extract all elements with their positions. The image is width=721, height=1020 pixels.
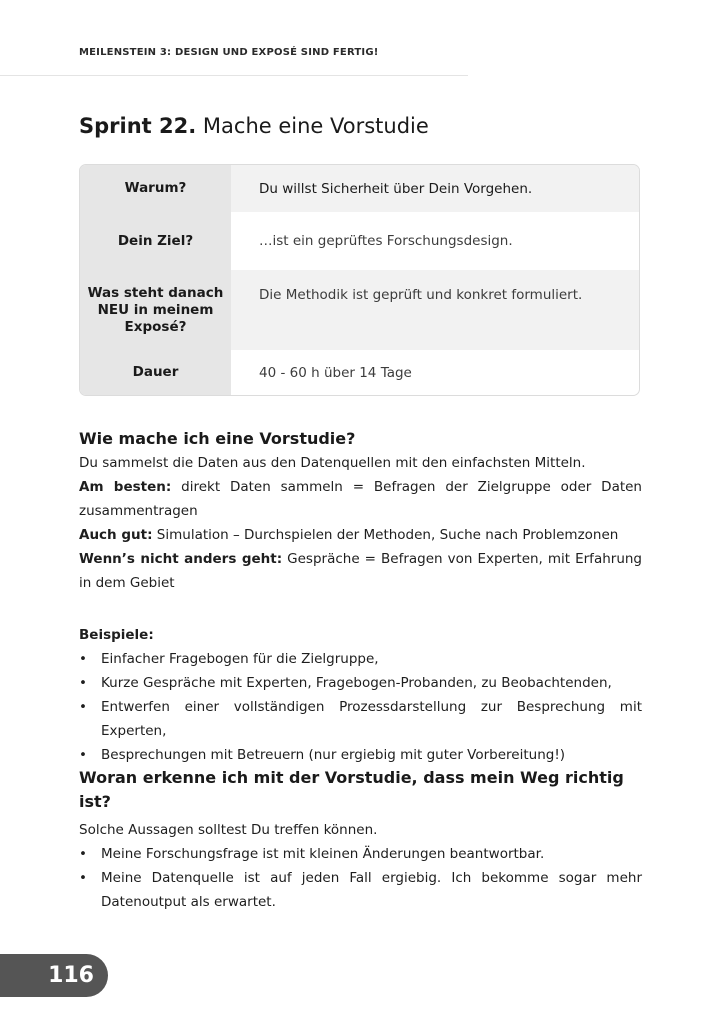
- table-value: Du willst Sicherheit über Dein Vorgehen.: [231, 165, 639, 212]
- table-key: Dauer: [80, 350, 231, 395]
- table-row-ziel: [80, 212, 639, 270]
- method-item: [79, 547, 642, 595]
- sprint-title: [79, 114, 429, 138]
- method-text: direkt Daten sammeln = Befragen der Zielgruppe oder Daten zusammentragen: [79, 479, 642, 519]
- table-value: Die Methodik ist geprüft und konkret formuliert.: [231, 270, 639, 350]
- method-text: Simulation – Durchspielen der Methoden, Suche nach Problemzonen: [152, 527, 619, 543]
- list-item: • Besprechungen mit Betreuern (nur ergiebig mit guter Vorbereitung!): [79, 743, 642, 767]
- examples-block: [79, 623, 642, 767]
- section-heading: Wie mache ich eine Vorstudie?: [79, 429, 356, 448]
- method-label: Wenn’s nicht anders geht:: [79, 551, 283, 567]
- section-check-body: [79, 818, 642, 914]
- method-item: [79, 523, 642, 547]
- section-intro: Du sammelst die Daten aus den Datenquellen mit den einfachsten Mitteln.: [79, 455, 586, 471]
- method-label: Auch gut:: [79, 527, 153, 543]
- examples-label: Beispiele:: [79, 627, 154, 643]
- table-key: Was steht danach NEU in meinem Exposé?: [80, 270, 231, 350]
- section-intro: Solche Aussagen solltest Du treffen können.: [79, 822, 378, 838]
- method-text: Gespräche = Befragen von Experten, mit Erfahrung in dem Gebiet: [79, 551, 643, 591]
- header-divider: [0, 75, 468, 76]
- list-item: • Meine Datenquelle ist auf jeden Fall ergiebig. Ich bekomme sogar mehr Datenoutput als erwartet.: [79, 866, 642, 914]
- table-key: Warum?: [80, 165, 231, 212]
- section-check: [79, 766, 642, 814]
- method-item: [79, 475, 642, 523]
- table-row-neu: [80, 270, 639, 350]
- list-item: • Einfacher Fragebogen für die Zielgruppe,: [79, 647, 642, 671]
- list-item: • Meine Forschungsfrage ist mit kleinen Änderungen beantwortbar.: [79, 842, 642, 866]
- table-key: Dein Ziel?: [80, 212, 231, 270]
- table-value: …ist ein geprüftes Forschungsdesign.: [259, 233, 513, 249]
- examples-list: [79, 647, 642, 767]
- statements-list: [79, 842, 642, 914]
- table-value: 40 - 60 h über 14 Tage: [259, 364, 412, 381]
- section-how: [79, 427, 642, 595]
- page-number: 116: [0, 954, 108, 997]
- sprint-info-table: [79, 164, 640, 396]
- list-item: • Kurze Gespräche mit Experten, Fragebogen-Probanden, zu Beobachtenden,: [79, 671, 642, 695]
- sprint-name: Mache eine Vorstudie: [202, 114, 429, 138]
- list-item: • Entwerfen einer vollständigen Prozessdarstellung zur Besprechung mit Experten,: [79, 695, 642, 743]
- section-heading: Woran erkenne ich mit der Vorstudie, dass mein Weg richtig ist?: [79, 768, 624, 811]
- sprint-number: Sprint 22.: [79, 114, 197, 138]
- table-row-warum: [80, 165, 639, 212]
- running-head: MEILENSTEIN 3: DESIGN UND EXPOSÉ SIND FERTIG!: [79, 47, 379, 58]
- method-label: Am besten:: [79, 479, 172, 495]
- table-row-dauer: [80, 350, 639, 395]
